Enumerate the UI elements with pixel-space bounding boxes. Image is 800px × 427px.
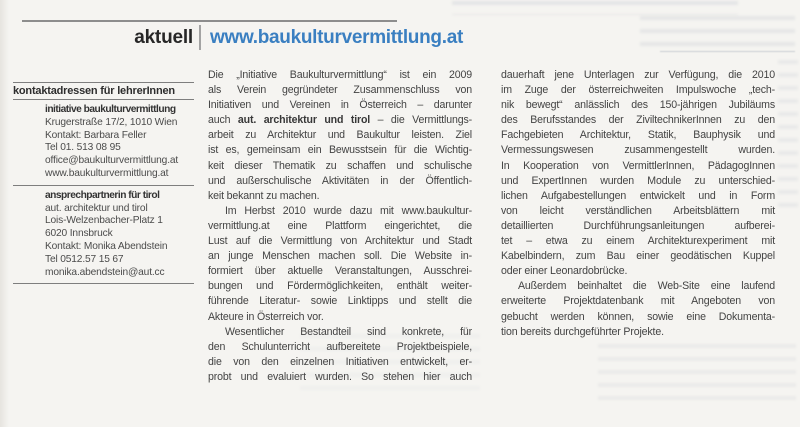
bleedthrough-right-edge — [778, 60, 798, 210]
contact-sidebar — [13, 82, 194, 284]
article-line: keit dieser Thematik zu schaffen und schulische — [208, 159, 472, 172]
article-line: Kabelbindern, zum Bau einer geodätischen Kuppel — [501, 250, 775, 263]
bleedthrough-bottom-right — [598, 344, 796, 400]
article-line: die von den einzelnen Initiativen entwickelt, er- — [208, 355, 472, 368]
article-line: führende Literatur- sowie Linktipps und stellt die — [208, 295, 472, 308]
contact-block — [45, 104, 194, 181]
contact-line: Krugerstraße 17/2, 1010 Wien — [45, 116, 178, 128]
sidebar-divider-rule — [13, 185, 194, 186]
article-line: tet – etwa zu einem Architekturexperiment mit — [501, 235, 775, 248]
contact-block-title: ansprechpartnerin für tirol — [45, 189, 160, 201]
article-line: Lust auf die Vermittlung von Architektur und Stadt — [208, 235, 472, 248]
article-line: Außerdem beinhaltet die Web-Site eine laufend — [518, 280, 775, 293]
contact-block-title: initiative baukulturvermittlung — [45, 104, 176, 115]
article-line: In Kooperation von VermittlerInnen, PädagogInnen — [501, 159, 775, 172]
article-line: von leicht verständlichen Arbeitsblättern mit — [501, 204, 775, 217]
bleedthrough-top-right — [640, 16, 795, 50]
section-label: aktuell — [134, 27, 193, 48]
article-line: bungen und Fördermöglichkeiten, enthält weiter- — [208, 280, 472, 293]
article-line: an junge Menschen machen soll. Die Website in- — [208, 250, 472, 263]
article-line: Akteure in Österreich vor. — [208, 310, 324, 323]
bleedthrough-rule — [660, 51, 795, 52]
article-line: formiert über aktuelle Veranstaltungen, Ausschrei- — [208, 265, 472, 278]
article-line: erweiterte Projektdatenbank mit Angeboten von — [501, 295, 775, 308]
article-line: als Verein gegründeter Zusammenschluss von — [208, 84, 472, 97]
article-line: detaillierten Durchführungsanleitungen aufberei- — [501, 219, 775, 232]
article-line: arbeit zu Architektur und Baukultur leisten. Ziel — [208, 129, 472, 142]
article-line: nik bewegt“ anlässlich des 150-jährigen Jubiläums — [501, 99, 775, 112]
site-url: www.baukulturvermittlung.at — [210, 27, 463, 48]
sidebar-divider-rule — [13, 283, 194, 284]
contact-line: 6020 Innsbruck — [45, 228, 113, 240]
sidebar-heading-rule — [13, 99, 194, 100]
article-line: gebucht werden können, sowie eine Dokumenta- — [501, 310, 775, 323]
contact-line: www.baukulturvermittlung.at — [45, 167, 169, 179]
article-line: und außerschulische Aktivitäten in der Öffentlich- — [208, 174, 472, 187]
article-line: keit bekannt zu machen. — [208, 189, 320, 202]
contact-line: Tel 0512.57 15 67 — [45, 253, 124, 265]
bleedthrough-top — [452, 1, 738, 15]
article-line: ist es, gemeinsam ein Bewusstsein für die Wichtig- — [208, 144, 472, 157]
article-line: vermittlung.at eine Plattform eingerichtet, die — [208, 219, 472, 232]
article-line: Vermessungswesen zusammengestellt wurden. — [501, 144, 775, 157]
sidebar-heading: kontaktadressen für lehrerInnen — [13, 85, 175, 97]
article-line: dauerhaft jene Unterlagen zur Verfügung, die 2010 — [501, 69, 775, 81]
contact-line: Kontakt: Monika Abendstein — [45, 240, 168, 252]
article-line: Wesentlicher Bestandteil sind konkrete, für — [225, 325, 472, 338]
article-line: oder einer Leonardobrücke. — [501, 265, 628, 278]
article-column-1 — [208, 68, 472, 385]
contact-line: Tel 01. 513 08 95 — [45, 142, 121, 154]
article-line: Die „Initiative Baukulturvermittlung“ ist ein 2009 — [208, 69, 472, 81]
header-divider — [199, 25, 201, 50]
article-line: Im Herbst 2010 wurde dazu mit www.baukultur- — [225, 204, 472, 217]
scan-edge-shadow — [0, 0, 9, 427]
sidebar-blocks — [13, 104, 194, 284]
article-line: probt und evaluiert wurden. So stehen hier auch — [208, 370, 472, 383]
contact-line: monika.abendstein@aut.cc — [45, 266, 165, 278]
article-line: Fachgebieten Architektur, Statik, Bauphysik und — [501, 129, 775, 142]
contact-line: Lois-Welzenbacher-Platz 1 — [45, 215, 163, 227]
article-line: des Berufsstandes der ZiviltechnikerInnen zu den — [501, 114, 775, 127]
article-line: im Zuge der österreichweiten Impulswoche „tech- — [501, 84, 775, 97]
article-line: den Schulunterricht aufbereitete Projektbeispiele, — [208, 340, 472, 353]
contact-block — [45, 190, 194, 280]
article-line: tion bereits durchgeführter Projekte. — [501, 325, 664, 338]
article-line: Initiativen und Vereinen in Österreich – darunter — [208, 99, 472, 112]
contact-line: office@baukulturvermittlung.at — [45, 155, 179, 167]
article-line: und ExpertInnen wurden Module zu unterschied- — [501, 174, 775, 187]
article-column-2 — [501, 68, 775, 340]
article-line: lichen Aufgabestellungen entwickelt und in Form — [501, 189, 775, 202]
header-rule — [22, 20, 397, 22]
article-line: auch aut. architektur und tirol – die Vermittlungs- — [208, 114, 472, 127]
contact-line: Kontakt: Barbara Feller — [45, 129, 147, 141]
contact-line: aut. architektur und tirol — [45, 202, 148, 214]
